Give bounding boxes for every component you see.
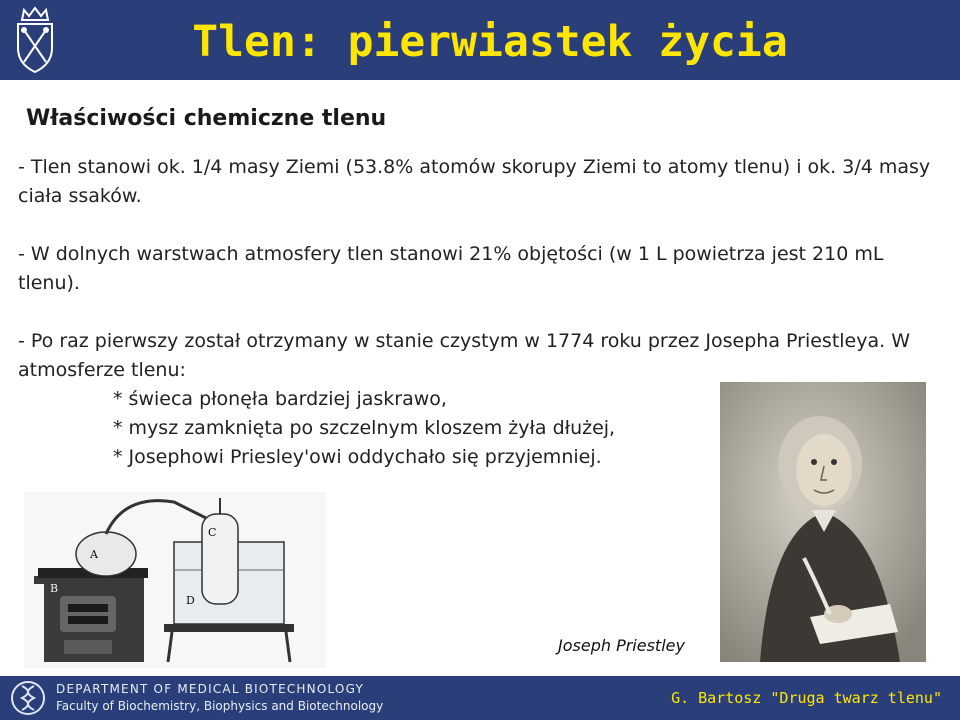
section-heading: Właściwości chemiczne tlenu: [26, 106, 387, 131]
apparatus-label: D: [186, 594, 195, 607]
footer-bar: [0, 676, 960, 720]
apparatus-label: C: [208, 526, 217, 539]
paragraph-atmosphere: - W dolnych warstwach atmosfery tlen stanowi 21% objętości (w 1 L powietrza jest 210 mL tlenu).: [18, 243, 884, 294]
paragraph-earth-mass: - Tlen stanowi ok. 1/4 masy Ziemi (53.8% atomów skorupy Ziemi to atomy tlenu) i ok. 3/4 masy ciała ssaków.: [18, 156, 931, 207]
slide-title: Tlen: pierwiastek życia: [192, 17, 788, 67]
list-item: * świeca płonęła bardziej jaskrawo,: [113, 388, 447, 410]
header-bar: [0, 0, 960, 80]
dna-emblem-icon: [10, 680, 46, 716]
priestley-portrait-image: [720, 382, 926, 662]
apparatus-label: B: [50, 582, 59, 595]
list-item: * Josephowi Priesley'owi oddychało się przyjemniej.: [113, 446, 602, 468]
paragraph-discovery-intro: - Po raz pierwszy został otrzymany w stanie czystym w 1774 roku przez Josepha Priestleya. W atmosferze tlenu:: [18, 330, 910, 381]
apparatus-label: A: [90, 548, 98, 561]
portrait-caption: Joseph Priestley: [558, 636, 685, 655]
faculty-name: Faculty of Biochemistry, Biophysics and Biotechnology: [56, 699, 384, 713]
author-credit: G. Bartosz "Druga twarz tlenu": [671, 689, 942, 707]
department-name: DEPARTMENT OF MEDICAL BIOTECHNOLOGY: [56, 682, 365, 696]
list-item: * mysz zamknięta po szczelnym kloszem żyła dłużej,: [113, 417, 616, 439]
priestley-apparatus-illustration: [24, 492, 326, 668]
